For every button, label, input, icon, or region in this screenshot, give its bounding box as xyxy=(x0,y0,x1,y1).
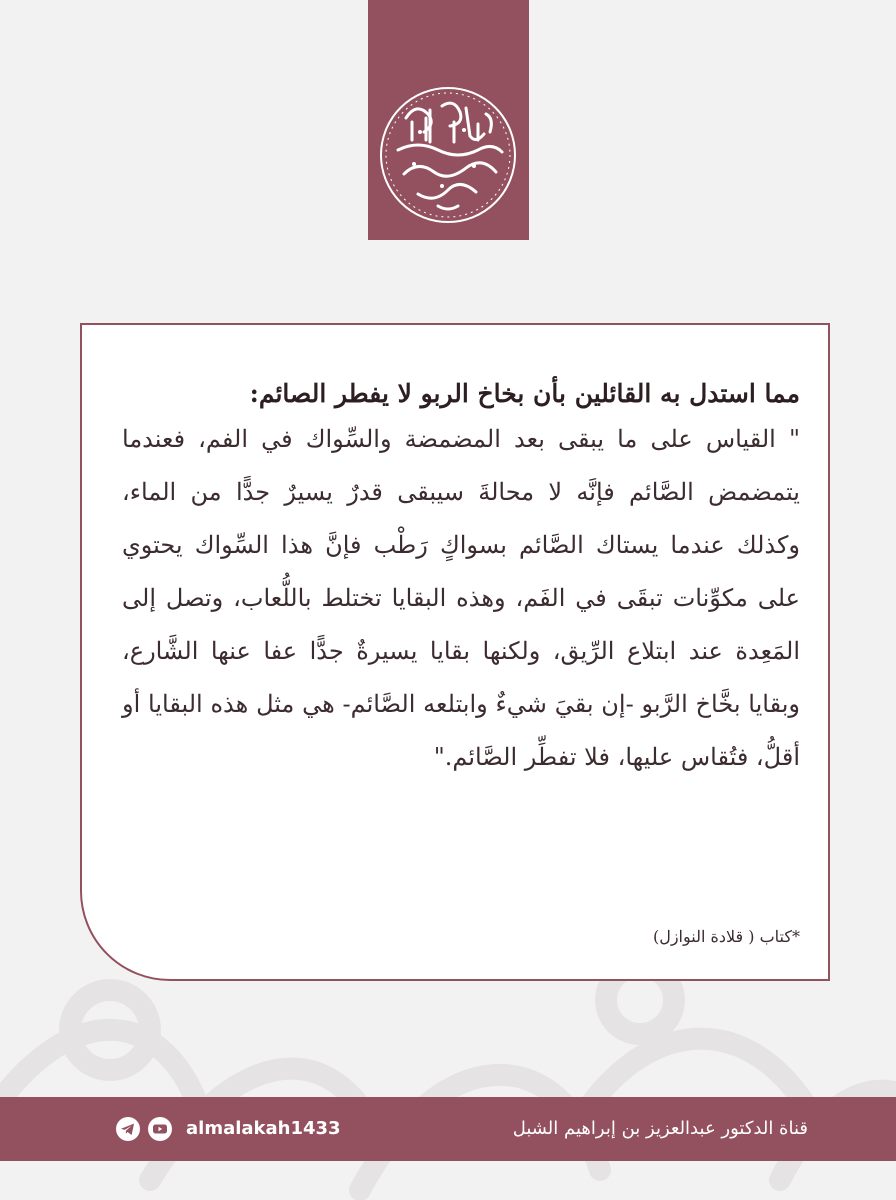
telegram-icon[interactable] xyxy=(116,1117,140,1141)
quote-card xyxy=(80,323,830,981)
youtube-icon[interactable] xyxy=(148,1117,172,1141)
calligraphy-seal-logo xyxy=(368,0,529,240)
book-source: *كتاب ( قلادة النوازل) xyxy=(652,927,800,946)
footer-bar xyxy=(0,1097,896,1161)
quote-heading: مما استدل به القائلين بأن بخاخ الربو لا يفطر الصائم: xyxy=(249,379,800,408)
channel-handle[interactable]: almalakah1433 xyxy=(186,1118,341,1139)
top-banner xyxy=(368,0,529,240)
quote-content xyxy=(122,375,800,784)
quote-body: " القياس على ما يبقى بعد المضمضة والسِّواك في الفم، فعندما يتمضمض الصَّائم فإنَّه لا محالةَ سيبقى قدرٌ يسيرٌ جدًّا من الماء، وكذلك عندما يستاك الصَّائم بسواكٍ رَطْب فإنَّ هذا السِّواك يحتوي على مكوِّنات تبقَى في الفَم، وهذه البقايا تختلط باللُّعاب، وتصل إلى المَعِدة عند ابتلاع الرِّيق، ولكنها بقايا يسيرةٌ جدًّا عفا عنها الشَّارع، وبقايا بخَّاخ الرَّبو -إن بقيَ شيءٌ وابتلعه الصَّائم- هي مثل هذه البقايا أو أقلُّ، فتُقاس عليها، فلا تفطِّر الصَّائم." xyxy=(122,425,801,771)
channel-name: قناة الدكتور عبدالعزيز بن إبراهيم الشبل xyxy=(512,1118,808,1139)
